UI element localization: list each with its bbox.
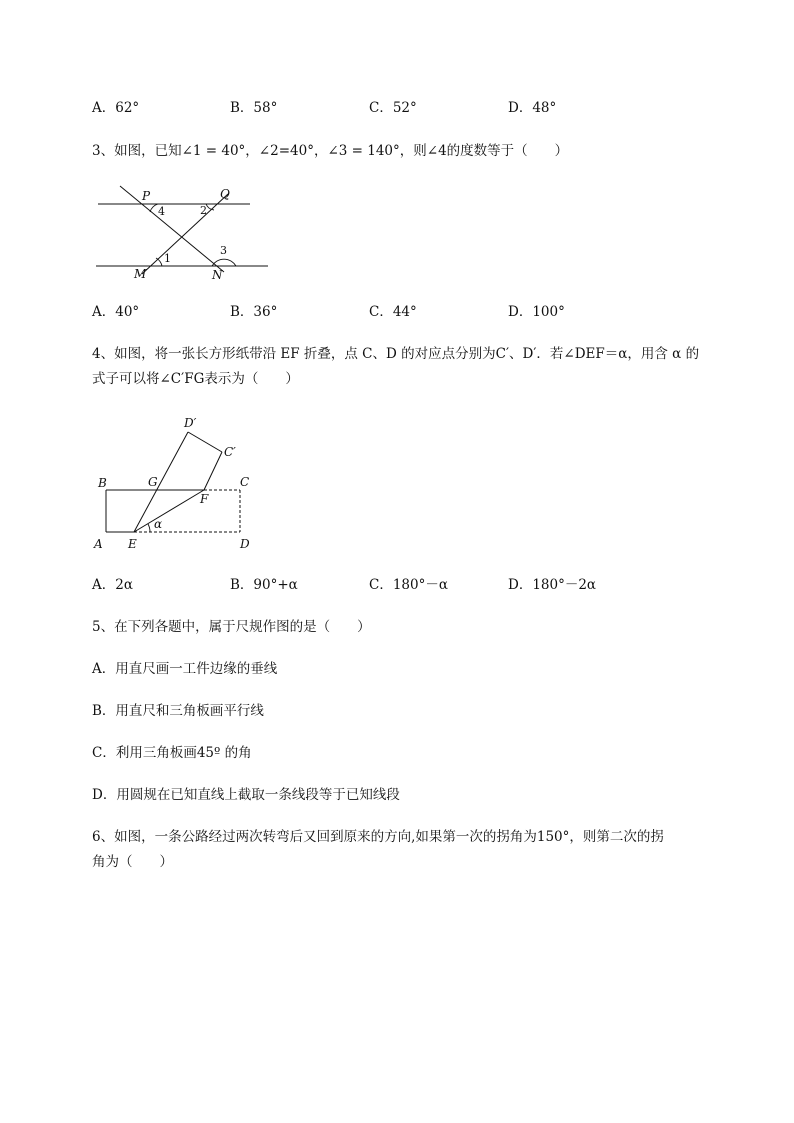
q3-angle-4-arc — [150, 204, 158, 212]
q3-option-d: D．100° — [508, 304, 565, 320]
q4-segment-c-prime-f — [204, 452, 222, 490]
q4-option-c: C．180°－α — [369, 577, 448, 593]
q4-question-line1: 4、如图，将一张长方形纸带沿 EF 折叠，点 C、D 的对应点分别为C′、D′．若∠DEF＝α，用含 α 的 — [92, 346, 700, 362]
q4-label-g: G — [148, 475, 158, 489]
q3-option-a: A．40° — [92, 304, 140, 320]
q3-label-p: P — [142, 189, 151, 203]
q3-label-q: Q — [220, 187, 230, 201]
q4-fold-ef — [134, 490, 204, 532]
q2-option-b: B．58° — [230, 100, 278, 116]
q3-label-4: 4 — [158, 205, 165, 218]
q4-alpha-arc — [148, 524, 150, 532]
q4-option-a: A．2α — [92, 577, 133, 593]
q3-option-c: C．44° — [369, 304, 417, 320]
q5-option-b: B．用直尺和三角板画平行线 — [92, 703, 264, 719]
q4-label-f: F — [200, 492, 209, 506]
q5-option-a: A．用直尺画一工件边缘的垂线 — [92, 661, 278, 677]
q4-label-c: C — [240, 475, 250, 489]
q4-option-d: D．180°－2α — [508, 577, 597, 593]
q3-angle-1-arc — [156, 258, 162, 266]
q4-label-a: A — [94, 537, 103, 551]
q5-option-c: C．利用三角板画45º 的角 — [92, 745, 252, 761]
q3-option-b: B．36° — [230, 304, 278, 320]
q4-option-b: B．90°+α — [230, 577, 298, 593]
q4-label-d: D — [240, 537, 250, 551]
q3-label-m: M — [134, 267, 147, 281]
q3-figure — [90, 180, 280, 285]
q4-label-d-prime: D′ — [184, 416, 197, 430]
q4-label-e: E — [128, 537, 137, 551]
q5-question: 5、在下列各题中，属于尺规作图的是（ ） — [92, 619, 371, 635]
q3-label-2: 2 — [200, 204, 207, 217]
q3-transversal-pn — [120, 186, 224, 272]
q4-label-c-prime: C′ — [224, 445, 236, 459]
q3-angle-2-arc — [206, 204, 214, 210]
q4-segment-d-prime-c-prime — [188, 432, 222, 452]
q4-question-line2: 式子可以将∠C′FG表示为（ ） — [92, 371, 299, 387]
q4-figure — [90, 410, 270, 555]
q3-question: 3、如图，已知∠1 = 40°，∠2=40°，∠3 = 140°，则∠4的度数等于（ ） — [92, 143, 569, 159]
q4-label-alpha: α — [154, 517, 163, 531]
q3-label-3: 3 — [220, 244, 227, 257]
q2-option-d: D．48° — [508, 100, 557, 116]
q2-option-c: C．52° — [369, 100, 417, 116]
q2-option-a: A．62° — [92, 100, 140, 116]
q6-question-line2: 角为（ ） — [92, 854, 173, 870]
q5-option-d: D．用圆规在已知直线上截取一条线段等于已知线段 — [92, 787, 400, 803]
q4-label-b: B — [98, 476, 107, 490]
q6-question-line1: 6、如图，一条公路经过两次转弯后又回到原来的方向,如果第一次的拐角为150°，则第二次的拐 — [92, 829, 664, 845]
q3-label-n: N — [212, 268, 223, 282]
q3-label-1: 1 — [164, 252, 171, 265]
